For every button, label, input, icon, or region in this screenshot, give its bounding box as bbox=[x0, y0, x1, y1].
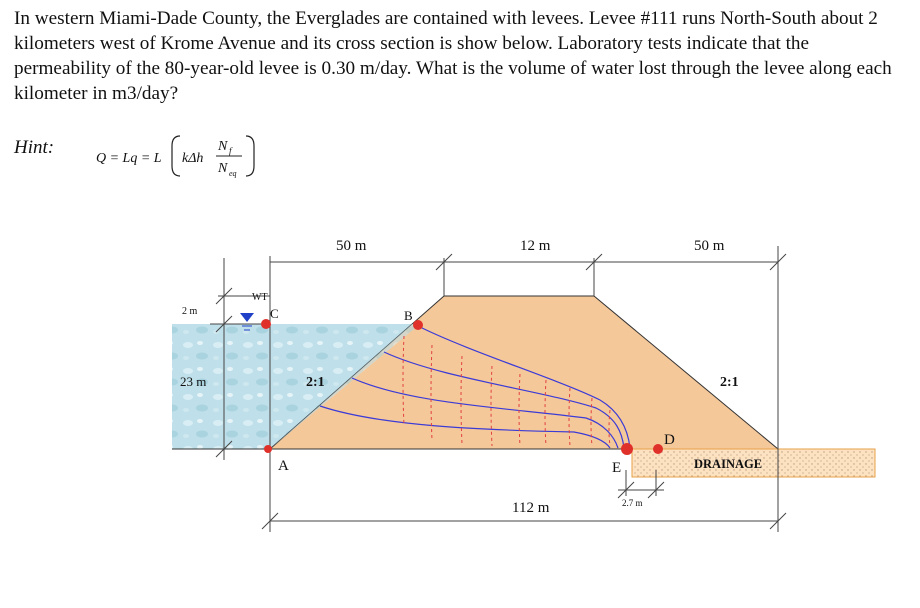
point-marker-a bbox=[264, 445, 272, 453]
drainage-label: DRAINAGE bbox=[694, 457, 763, 471]
dim-top-mid: 12 m bbox=[520, 238, 551, 254]
point-label-d: D bbox=[664, 432, 675, 448]
point-marker-d bbox=[653, 444, 663, 454]
formula-denominator-sub: eq bbox=[229, 169, 237, 178]
dim-freeboard: 2 m bbox=[182, 306, 198, 317]
formula-kdh: kΔh bbox=[182, 151, 204, 166]
slope-right: 2:1 bbox=[720, 375, 739, 390]
point-marker-b bbox=[413, 320, 423, 330]
point-label-c: C bbox=[270, 306, 279, 321]
formula-numerator: N bbox=[218, 139, 228, 154]
problem-statement: In western Miami-Dade County, the Everglades are contained with levees. Levee #111 runs North-South about 2 kilometers west of Krome Avenue and its cross section is show below. Laboratory tests indicate that the permeability of the 80-year-old levee is 0.30 m/day. What is the volume of water lost through the levee along each kilometer in m3/day? bbox=[14, 8, 892, 104]
formula-numerator-sub: f bbox=[229, 146, 232, 156]
hint-label: Hint: bbox=[14, 137, 55, 158]
formula-denominator: N bbox=[218, 161, 228, 176]
slope-left: 2:1 bbox=[306, 375, 325, 390]
dim-water-depth: 23 m bbox=[180, 374, 207, 389]
wt-label: WT bbox=[252, 292, 268, 303]
water-table-icon bbox=[240, 313, 254, 322]
point-marker-e bbox=[621, 443, 633, 455]
formula-lhs: Q = Lq = L bbox=[96, 151, 162, 166]
dim-drain-length: 2.7 m bbox=[622, 498, 643, 508]
dim-bottom: 112 m bbox=[512, 500, 550, 516]
point-label-b: B bbox=[404, 308, 413, 323]
point-marker-c bbox=[261, 319, 271, 329]
point-label-e: E bbox=[612, 460, 622, 476]
dim-top-left: 50 m bbox=[336, 238, 367, 254]
dim-top-right: 50 m bbox=[694, 238, 725, 254]
point-label-a: A bbox=[278, 458, 289, 474]
